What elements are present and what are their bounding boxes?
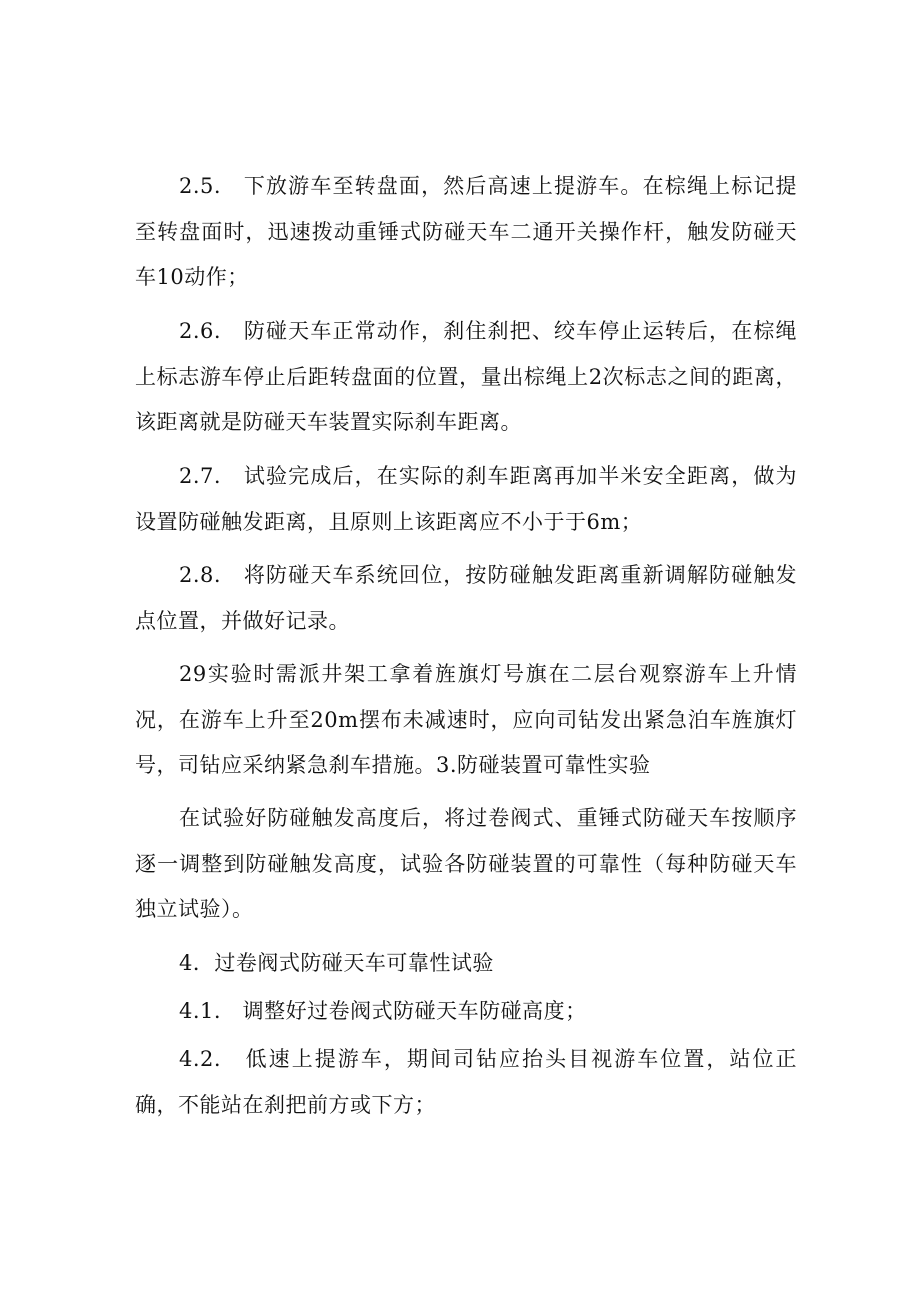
paragraph-2-5: 2.5. 下放游车至转盘面，然后高速上提游车。在棕绳上标记提至转盘面时，迅速拨动重锤式防碰天车二通开关操作杆，触发防碰天车10动作； [135, 174, 797, 289]
paragraph-4-2: 4.2. 低速上提游车，期间司钻应抬头目视游车位置，站位正确，不能站在刹把前方或下方； [135, 1047, 797, 1117]
paragraph-2-9: 29实验时需派井架工拿着旌旗灯号旗在二层台观察游车上升情况，在游车上升至20m摆布未减速时，应向司钻发出紧急泊车旌旗灯号，司钻应采纳紧急刹车措施。3.防碰装置可靠性实验 [135, 662, 797, 777]
paragraph-2-6: 2.6. 防碰天车正常动作，刹住刹把、绞车停止运转后，在棕绳上标志游车停止后距转盘面的位置，量出棕绳上2次标志之间的距离，该距离就是防碰天车装置实际刹车距离。 [135, 319, 797, 434]
paragraph-section-3-intro: 在试验好防碰触发高度后，将过卷阀式、重锤式防碰天车按顺序逐一调整到防碰触发高度，试验各防碰装置的可靠性（每种防碰天车独立试验）。 [135, 806, 797, 921]
heading-section-4: 4．过卷阀式防碰天车可靠性试验 [179, 951, 494, 975]
paragraph-2-8: 2.8. 将防碰天车系统回位，按防碰触发距离重新调解防碰触发点位置，并做好记录。 [135, 563, 797, 633]
paragraph-2-7: 2.7. 试验完成后，在实际的刹车距离再加半米安全距离，做为设置防碰触发距离，且原则上该距离应不小于于6m； [135, 464, 797, 534]
paragraph-4-1: 4.1. 调整好过卷阀式防碰天车防碰高度； [179, 999, 587, 1023]
